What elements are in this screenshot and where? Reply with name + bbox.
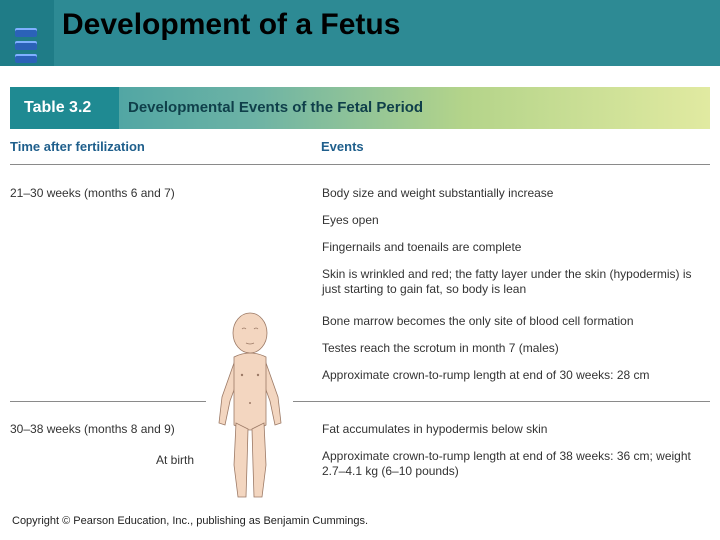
- event-item: Testes reach the scrotum in month 7 (males): [322, 341, 559, 355]
- table-title: Developmental Events of the Fetal Period: [128, 99, 424, 116]
- row-time-2: 30–38 weeks (months 8 and 9): [10, 422, 175, 436]
- stacked-bars-logo-icon: [15, 28, 37, 64]
- table-banner: [10, 87, 710, 129]
- table-number: Table 3.2: [10, 87, 119, 129]
- figure-label: At birth: [156, 453, 195, 467]
- event-item: Approximate crown-to-rump length at end of 38 weeks: 36 cm; weight 2.7–4.1 kg (6–10 pounds): [322, 449, 691, 478]
- event-item: Bone marrow becomes the only site of blood cell formation: [322, 314, 634, 328]
- column-header-events: Events: [321, 139, 364, 154]
- slide-title: Development of a Fetus: [62, 8, 401, 41]
- newborn-illustration: [214, 305, 286, 505]
- row-time-1: 21–30 weeks (months 6 and 7): [10, 186, 175, 200]
- event-item: Approximate crown-to-rump length at end of 30 weeks: 28 cm: [322, 368, 650, 382]
- slide-header: [0, 0, 720, 66]
- event-item: Eyes open: [322, 213, 379, 227]
- event-item: Skin is wrinkled and red; the fatty layer under the skin (hypodermis) is just starting to gain fat, so body is lean: [322, 267, 692, 296]
- copyright-notice: Copyright © Pearson Education, Inc., publishing as Benjamin Cummings.: [12, 515, 369, 527]
- event-item: Body size and weight substantially increase: [322, 186, 554, 200]
- event-item: Fingernails and toenails are complete: [322, 240, 522, 254]
- row-divider-right: [293, 401, 710, 402]
- event-item: Fat accumulates in hypodermis below skin: [322, 422, 548, 436]
- row-divider-left: [10, 401, 206, 402]
- column-header-time: Time after fertilization: [10, 139, 145, 154]
- header-divider: [10, 164, 710, 165]
